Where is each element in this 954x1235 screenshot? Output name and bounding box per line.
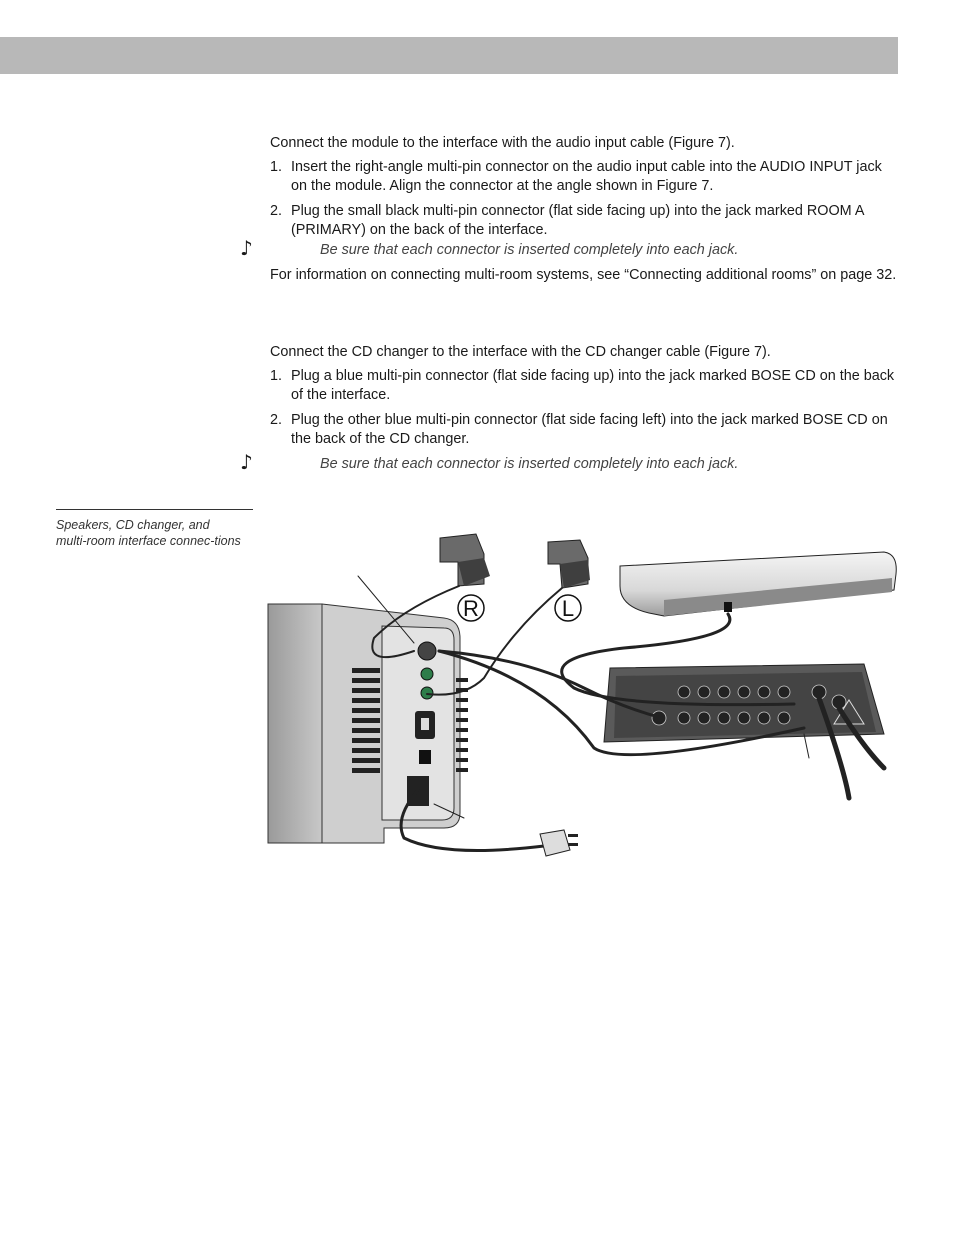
note-icon: ♪ xyxy=(240,236,253,260)
section-a-followup: For information on connecting multi-room systems, see “Connecting additional rooms” on page 32. xyxy=(270,267,897,283)
header-band xyxy=(0,37,898,74)
left-speaker xyxy=(548,540,590,621)
step-number: 1. xyxy=(270,159,283,175)
step-number: 2. xyxy=(270,203,283,219)
speaker-right-label: R xyxy=(463,596,479,621)
step-text: Plug the small black multi-pin connector (flat side facing up) into the jack marked ROOM A (PRIMARY) on the back of the interface. xyxy=(291,203,864,238)
caption-rule xyxy=(56,509,253,510)
step-text: Plug the other blue multi-pin connector (flat side facing left) into the jack marked BOSE CD on the back of the CD changer. xyxy=(291,412,888,447)
section-a-intro: Connect the module to the interface with the audio input cable (Figure 7). xyxy=(270,135,735,151)
note-icon: ♪ xyxy=(240,450,253,474)
right-speaker xyxy=(440,534,490,621)
section-a-note: Be sure that each connector is inserted completely into each jack. xyxy=(320,242,739,258)
speaker-left-label: L xyxy=(561,596,575,621)
cd-changer xyxy=(620,552,896,616)
connections-diagram-icon xyxy=(264,528,904,868)
section-b-note: Be sure that each connector is inserted completely into each jack. xyxy=(320,456,739,472)
section-b-intro: Connect the CD changer to the interface with the CD changer cable (Figure 7). xyxy=(270,344,771,360)
step-text: Insert the right-angle multi-pin connector on the audio input cable into the AUDIO INPUT jack on the module. Align the connector at the angle shown in Figure 7. xyxy=(291,159,882,194)
step-number: 1. xyxy=(270,368,283,384)
figure-caption: Speakers, CD changer, and multi-room interface connec-tions xyxy=(56,518,241,548)
power-plug xyxy=(540,830,578,856)
step-text: Plug a blue multi-pin connector (flat side facing up) into the jack marked BOSE CD on the back of the interface. xyxy=(291,368,895,403)
step-number: 2. xyxy=(270,412,283,428)
module-unit xyxy=(268,604,468,843)
